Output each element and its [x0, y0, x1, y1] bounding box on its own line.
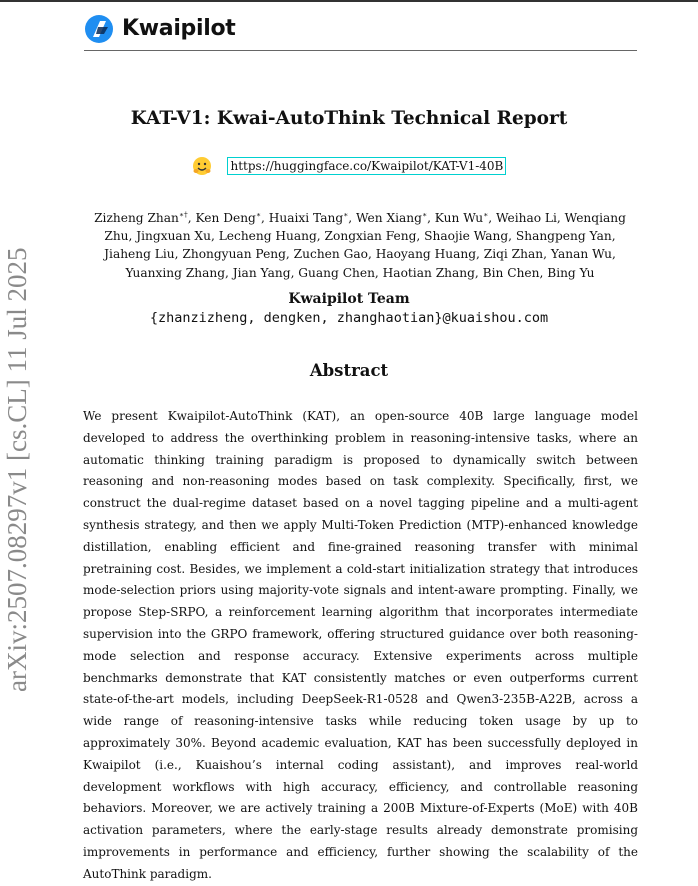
page-header: [84, 14, 637, 51]
author-affiliation-mark: ∗: [255, 210, 261, 219]
author-affiliation-mark: ∗: [421, 210, 428, 219]
team-name: Kwaipilot Team: [288, 291, 410, 307]
author-names-rest: , Weihao Li, Wenqiang Zhu, Jingxuan Xu, Lecheng Huang, Zongxian Feng, Shaojie Wang, Shangpeng Yan, Jiaheng Liu, Zhongyuan Peng, Zuchen Gao, Haoyang Huang, Ziqi Zhan, Yanan Wu, Yuanxing Zhang, Jian Yang, Guang Chen, Haotian Zhang, Bin Chen, Bing Yu: [104, 211, 626, 280]
author-name: , Kun Wu: [427, 211, 484, 226]
huggingface-link[interactable]: https://huggingface.co/Kwaipilot/KAT-V1-40B: [227, 157, 506, 175]
top-border: [0, 0, 698, 2]
hugging-face-emoji-icon: [192, 156, 212, 176]
arxiv-identifier: arXiv:2507.08297v1 [cs.CL] 11 Jul 2025: [2, 247, 32, 692]
author-list: [80, 206, 640, 282]
contact-email: {zhanzizheng, dengken, zhanghaotian}@kuaishou.com: [149, 310, 549, 326]
kwaipilot-logo-icon: [84, 14, 114, 44]
author-name: Zizheng Zhan: [94, 211, 179, 226]
author-affiliation-mark: ∗: [483, 210, 489, 219]
paper-title: KAT-V1: Kwai-AutoThink Technical Report: [130, 108, 568, 129]
logo-text: Kwaipilot: [122, 16, 236, 41]
author-name: , Huaixi Tang: [260, 211, 344, 226]
link-row: [0, 156, 698, 176]
author-name: , Wen Xiang: [348, 211, 422, 226]
author-name: , Ken Deng: [187, 211, 256, 226]
abstract-body: We present Kwaipilot-AutoThink (KAT), an open-source 40B large language model developed to address the overthinking problem in reasoning-intensive tasks, where an automatic thinking training paradigm is proposed to dynamically switch between reasoning and non-reasoning modes based on task complexity. Specifically, first, we construct the dual-regime dataset based on a novel tagging pipeline and a multi-agent synthesis strategy, and then we apply Multi-Token Prediction (MTP)-enhanced knowledge distillation, enabling efficient and fine-grained reasoning transfer with minimal pretraining cost. Besides, we implement a cold-start initialization strategy that introduces mode-selection priors using majority-vote signals and intent-aware prompting. Finally, we propose Step-SRPO, a reinforcement learning algorithm that incorporates intermediate supervision into the GRPO framework, offering structured guidance over both reasoning-mode selection and response accuracy. Extensive experiments across multiple benchmarks demonstrate that KAT consistently matches or even outperforms current state-of-the-art models, including DeepSeek-R1-0528 and Qwen3-235B-A22B, across a wide range of reasoning-intensive tasks while reducing token usage by up to approximately 30%. Beyond academic evaluation, KAT has been successfully deployed in Kwaipilot (i.e., Kuaishou’s internal coding assistant), and improves real-world development workflows with high accuracy, efficiency, and controllable reasoning behaviors. Moreover, we are actively training a 200B Mixture-of-Experts (MoE) with 40B activation parameters, where the early-stage results already demonstrate promising improvements in performance and efficiency, further showing the scalability of the AutoThink paradigm.: [83, 409, 638, 881]
abstract-heading: Abstract: [309, 361, 389, 380]
author-affiliation-mark: ∗†: [178, 210, 188, 219]
author-affiliation-mark: ∗: [343, 210, 349, 219]
